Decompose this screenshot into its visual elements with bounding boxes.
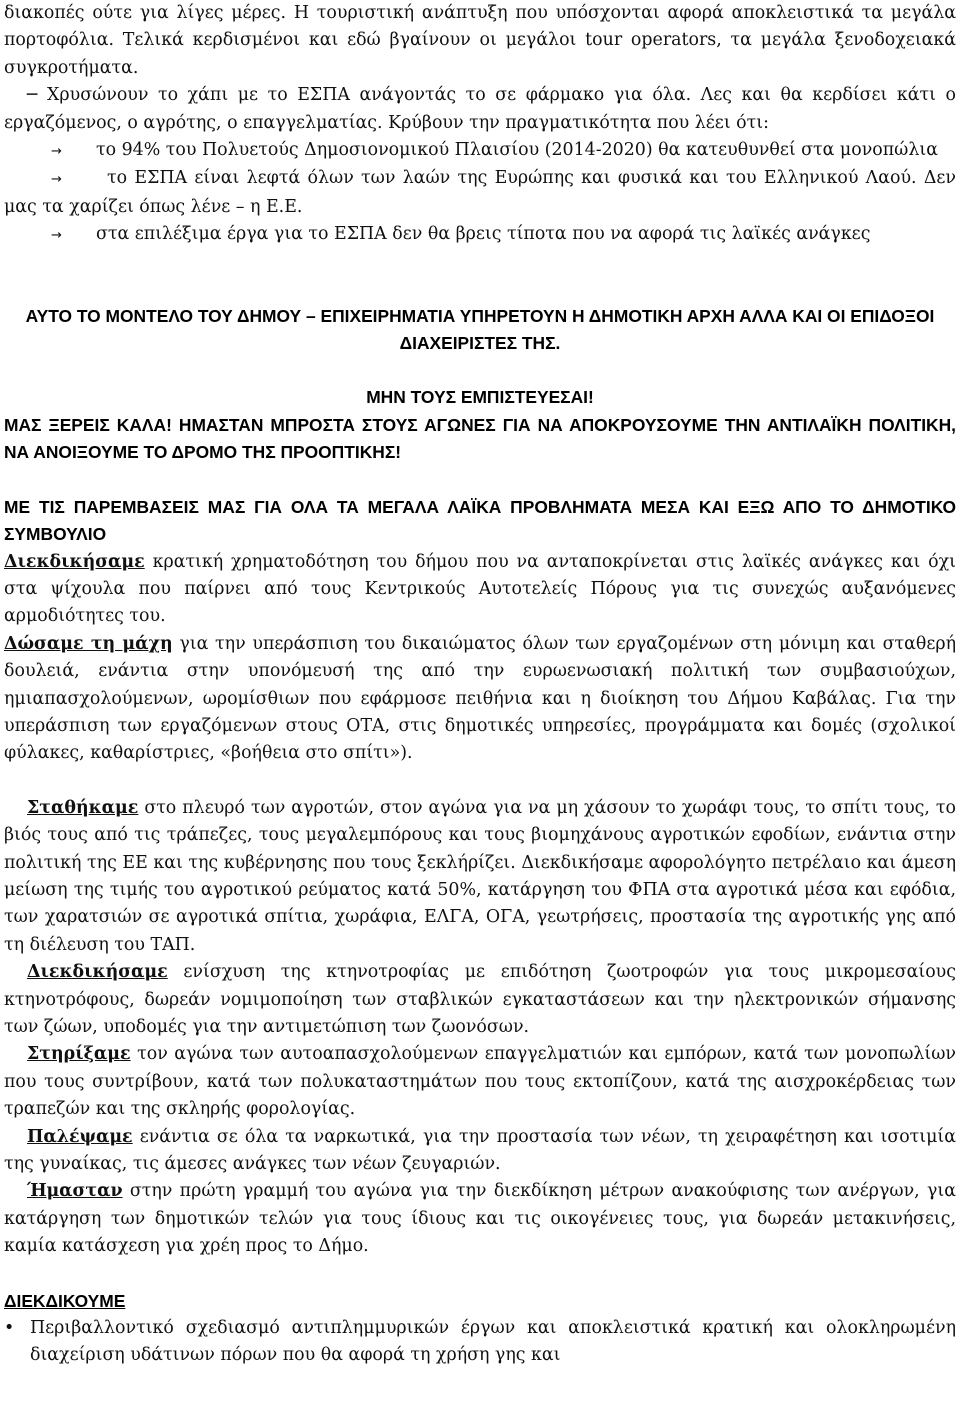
demands-list <box>4 1315 956 1370</box>
section-paragraph <box>4 959 956 1041</box>
paragraph-text: για την υπεράσπιση του δικαιώματος όλων των εργαζομένων στη μόνιμη και σταθερή δουλειά, ενάντια στην υπονόμευσή της από την ευρωενωσιακή πολιτική των συμβασιούχων, ημιαπασχολούμενων, ωρομίσθιων που εφάρμοσε πειθήνια και η διοίκηση του Δήμου Καβάλας. Για την υπεράσπιση των εργαζόμενων στους ΟΤΑ, στις δημοτικές υπηρεσίες, προγράμματα και δομές (σχολικοί φύλακες, καθαρίστριες, «βοήθεια στο σπίτι»). <box>4 633 956 764</box>
intro-paragraph: διακοπές ούτε για λίγες μέρες. Η τουριστική ανάπτυξη που υπόσχονται αφορά αποκλειστικά τα μεγάλα πορτοφόλια. Τελικά κερδισμένοι και εδώ βγαίνουν οι μεγάλοι tour operators, τα μεγάλα ξενοδοχειακά συγκροτήματα. <box>4 3 956 78</box>
paragraph-lead: Σταθήκαμε <box>27 797 139 818</box>
bullet-icon: • <box>4 1318 15 1339</box>
paragraph-text: ενίσχυση της κτηνοτροφίας με επιδότηση ζωοτροφών για τους μικρομεσαίους κτηνοτρόφους, δωρεάν νομιμοποίηση των σταβλικών εγκαταστάσεων και την ηλεκτρονικών σήμανσης των ζώων, υποδομές για την αντιμετώπιση των ζωονόσων. <box>4 962 956 1037</box>
arrow-icon: → <box>51 228 62 244</box>
spacer <box>4 768 956 795</box>
paragraph-lead: Στηρίξαμε <box>27 1044 131 1065</box>
spacer <box>4 250 956 277</box>
spacer <box>4 277 956 303</box>
paragraph-text: στο πλευρό των αγροτών, στον αγώνα για να μη χάσουν το χωράφι τους, το σπίτι τους, το βιός τους από τις τράπεζες, τους μεγαλεμπόρους και τους βιομηχάνους αγροτικών εφοδίων, ενάντια στην πολιτική της ΕΕ και της κυβέρνησης που τους ξεκλήρίζει. Διεκδικήσαμε αφορολόγητο πετρέλαιο και άμεση μείωση της τιμής του αγροτικού ρεύματος κατά 50%, κατάργηση του ΦΠΑ στα αγροτικά μέσα και εφόδια, των χαρατσιών σε αγροτικά σπίτια, χωράφια, ΕΛΓΑ, ΟΓΑ, γεωτρήσεις, προστασία της αγροτικής γης από τη διέλευση του ΤΑΠ. <box>4 797 956 955</box>
section-paragraph <box>4 631 956 768</box>
callout-know: ΜΑΣ ΞΕΡΕΙΣ ΚΑΛΑ! ΗΜΑΣΤΑΝ ΜΠΡΟΣΤΑ ΣΤΟΥΣ ΑΓΩΝΕΣ ΓΙΑ ΝΑ ΑΠΟΚΡΟΥΣΟΥΜΕ ΤΗΝ ΑΝΤΙΛΑΪΚΗ ΠΟΛΙΤΙΚΗ, ΝΑ ΑΝΟΙΞΟΥΜΕ ΤΟ ΔΡΟΜΟ ΤΗΣ ΠΡΟΟΠΤΙΚΗΣ! <box>4 414 956 463</box>
demands-list-item <box>4 1315 956 1370</box>
spacer <box>4 467 956 494</box>
spacer <box>4 357 956 384</box>
arrow-bullet <box>4 137 956 165</box>
demands-heading: ΔΙΕΚΔΙΚΟΥΜΕ <box>4 1290 126 1311</box>
section-heading: ΜΕ ΤΙΣ ΠΑΡΕΜΒΑΣΕΙΣ ΜΑΣ ΓΙΑ ΟΛΑ ΤΑ ΜΕΓΑΛΑ ΛΑΪΚΑ ΠΡΟΒΛΗΜΑΤΑ ΜΕΣΑ ΚΑΙ ΕΞΩ ΑΠΟ ΤΟ ΔΗΜΟΤΙΚΟ ΣΥΜΒΟΥΛΙΟ <box>4 496 956 545</box>
section-paragraph <box>4 1178 956 1260</box>
demands-item-text: Περιβαλλοντικό σχεδιασμό αντιπλημμυρικών έργων και αποκλειστικά κρατική και ολοκληρωμένη διαχείριση υδάτινων πόρων που θα αφορά τη χρήση γης και <box>30 1318 956 1366</box>
callout-model: ΑΥΤΟ ΤΟ ΜΟΝΤΕΛΟ ΤΟΥ ΔΗΜΟΥ – ΕΠΙΧΕΙΡΗΜΑΤΙΑ ΥΠΗΡΕΤΟΥΝ Η ΔΗΜΟΤΙΚΗ ΑΡΧΗ ΑΛΛΑ ΚΑΙ ΟΙ ΕΠΙΔΟΞΟΙ ΔΙΑΧΕΙΡΙΣΤΕΣ ΤΗΣ. <box>25 305 935 354</box>
paragraph-lead: Παλέψαμε <box>27 1126 133 1147</box>
arrow-bullet-text: το ΕΣΠΑ είναι λεφτά όλων των λαών της Ευρώπης και φυσικά και του Ελληνικού Λαού. Δεν μας τα χαρίζει όπως λένε – η Ε.Ε. <box>4 168 956 217</box>
arrow-icon: → <box>51 172 62 188</box>
paragraph-lead: Διεκδικήσαμε <box>27 962 168 983</box>
arrow-bullet <box>4 165 956 221</box>
paragraph-lead: Ήμασταν <box>27 1181 123 1202</box>
callout-trust: ΜΗΝ ΤΟΥΣ ΕΜΠΙΣΤΕΥΕΣΑΙ! <box>366 387 594 408</box>
arrow-bullet-text: το 94% του Πολυετούς Δημοσιονομικού Πλαισίου (2014-2020) θα κατευθυνθεί στα μονοπώλια <box>96 140 938 161</box>
paragraph-lead: Δώσαμε τη μάχη <box>4 633 173 654</box>
arrow-bullet-text: στα επιλέξιμα έργα για το ΕΣΠΑ δεν θα βρεις τίποτα που να αφορά τις λαϊκές ανάγκες <box>96 224 871 245</box>
section-paragraph <box>4 549 956 631</box>
arrow-bullet <box>4 221 956 249</box>
arrow-icon: → <box>51 144 62 160</box>
intro-paragraph-espa: ─ Χρυσώνουν το χάπι με το ΕΣΠΑ ανάγοντάς το σε φάρμακο για όλα. Λες και θα κερδίσει κάτι ο εργαζόμενος, ο αγρότης, ο επαγγελματίας. Κρύβουν την πραγματικότητα που λέει ότι: <box>4 85 956 133</box>
paragraph-text: ενάντια σε όλα τα ναρκωτικά, για την προστασία των νέων, τη χειραφέτηση και ισοτιμία της γυναίκας, τις άμεσες ανάγκες των νέων ζευγαριών. <box>4 1126 956 1175</box>
section-paragraph <box>4 1124 956 1179</box>
section-paragraph <box>4 1041 956 1123</box>
paragraph-lead: Διεκδικήσαμε <box>4 551 145 572</box>
paragraph-text: στην πρώτη γραμμή του αγώνα για την διεκδίκηση μέτρων ανακούφισης των ανέργων, για κατάργηση των δημοτικών τελών για τους ίδιους και τις οικογένειες τους, για δωρεάν μετακινήσεις, καμία κατάσχεση για χρέη προς το Δήμο. <box>4 1181 956 1257</box>
spacer <box>4 1261 956 1288</box>
section-paragraph <box>4 795 956 959</box>
paragraph-text: κρατική χρηματοδότηση του δήμου που να ανταποκρίνεται στις λαϊκές ανάγκες και όχι στα ψίχουλα που παίρνει από τους Κεντρικούς Αυτοτελείς Πόρους για τις συνεχώς αυξανόμενες αρμοδιότητες του. <box>4 551 956 627</box>
paragraph-text: τον αγώνα των αυτοαπασχολούμενων επαγγελματιών και εμπόρων, κατά των μονοπωλίων που τους συντρίβουν, κατά των πολυκαταστημάτων που τους εκτοπίζουν, κατά της αισχροκέρδειας των τραπεζών και της σκληρής φορολογίας. <box>4 1044 956 1120</box>
